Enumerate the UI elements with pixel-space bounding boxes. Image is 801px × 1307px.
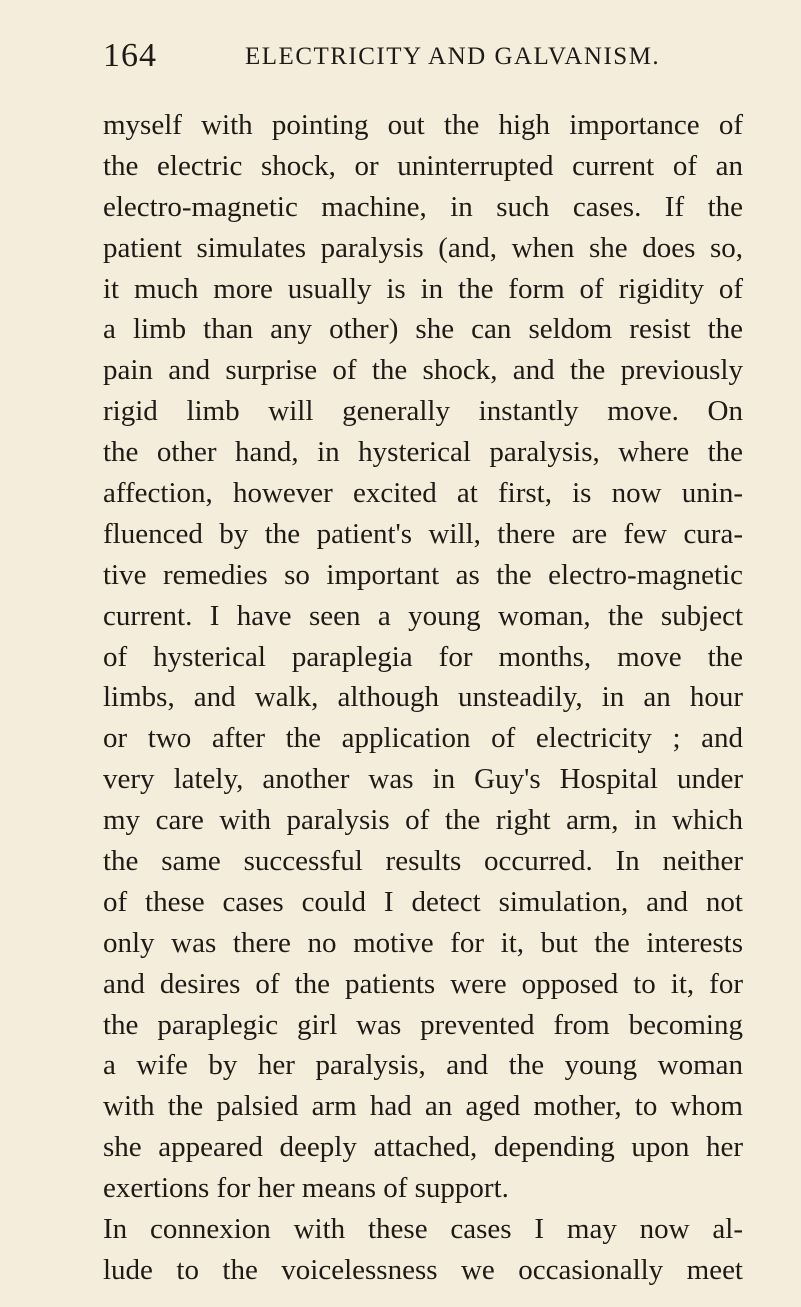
text-line: and desires of the patients were opposed to it, for xyxy=(103,967,743,1000)
text-line: of hysterical paraplegia for months, move the xyxy=(103,640,743,673)
text-line: limbs, and walk, although unsteadily, in an hour xyxy=(103,681,743,714)
text-line: the paraplegic girl was prevented from becoming xyxy=(103,1008,743,1041)
text-line: it much more usually is in the form of rigidity of xyxy=(103,272,743,305)
text-line: the other hand, in hysterical paralysis, where the xyxy=(103,436,743,469)
running-head-title: ELECTRICITY AND GALVANISM. xyxy=(245,43,661,70)
text-line: only was there no motive for it, but the interests xyxy=(103,926,743,959)
text-line: very lately, another was in Guy's Hospital under xyxy=(103,763,743,796)
text-line: fluenced by the patient's will, there are few cura- xyxy=(103,517,743,550)
text-line-paragraph-end: exertions for her means of support. xyxy=(103,1172,509,1205)
text-line: current. I have seen a young woman, the subject xyxy=(103,599,743,632)
text-line-paragraph-start: In connexion with these cases I may now al- xyxy=(103,1213,743,1246)
text-line: she appeared deeply attached, depending upon her xyxy=(103,1131,743,1164)
text-line: lude to the voicelessness we occasionally meet xyxy=(103,1253,743,1286)
text-line: patient simulates paralysis (and, when she does so, xyxy=(103,231,743,264)
text-line: with the palsied arm had an aged mother, to whom xyxy=(103,1090,743,1123)
text-line: electro-magnetic machine, in such cases. If the xyxy=(103,190,743,223)
text-line: my care with paralysis of the right arm, in which xyxy=(103,804,743,837)
text-line: or two after the application of electricity ; and xyxy=(103,722,743,755)
page-number: 164 xyxy=(103,37,157,74)
text-line: rigid limb will generally instantly move. On xyxy=(103,395,743,428)
text-line: myself with pointing out the high importance of xyxy=(103,109,743,141)
text-line: tive remedies so important as the electro-magnetic xyxy=(103,558,743,591)
text-line: the same successful results occurred. In neither xyxy=(103,845,743,878)
running-head xyxy=(103,34,743,78)
text-line: the electric shock, or uninterrupted current of an xyxy=(103,149,743,182)
text-line: pain and surprise of the shock, and the previously xyxy=(103,354,743,387)
text-line: a limb than any other) she can seldom resist the xyxy=(103,313,743,346)
text-line: of these cases could I detect simulation, and not xyxy=(103,885,743,918)
text-line: affection, however excited at first, is now unin- xyxy=(103,477,743,510)
body-text xyxy=(103,105,743,1291)
text-line: a wife by her paralysis, and the young woman xyxy=(103,1049,743,1082)
